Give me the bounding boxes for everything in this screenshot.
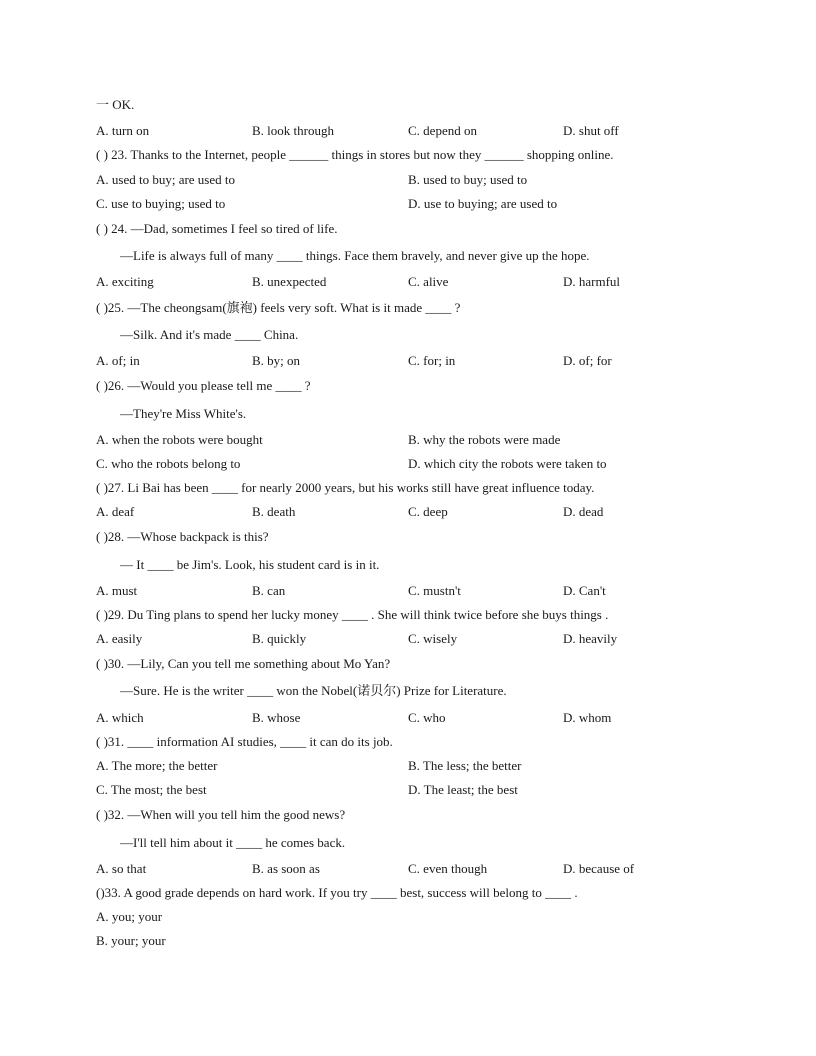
q33-option-a: A. you; your (96, 909, 163, 924)
q25-stem: ( )25. —The cheongsam(旗袍) feels very soft. What is it made ____ ? (96, 300, 461, 315)
q31-stem: ( )31. ____ information AI studies, ____ it can do its job. (96, 734, 393, 749)
q22-option-b: B. look through (252, 123, 334, 138)
q23-option-c: C. use to buying; used to (96, 196, 226, 211)
q23-option-d: D. use to buying; are used to (408, 196, 558, 211)
q30-option-c: C. who (408, 710, 446, 725)
q22-option-c: C. depend on (408, 123, 477, 138)
q22-option-d: D. shut off (563, 123, 619, 138)
q33-stem: ()33. A good grade depends on hard work. If you try ____ best, success will belong to ____ . (96, 885, 578, 900)
q26-option-c: C. who the robots belong to (96, 456, 241, 471)
q25-option-a: A. of; in (96, 353, 140, 368)
q30-option-d: D. whom (563, 710, 612, 725)
q25-reply: —Silk. And it's made ____ China. (120, 327, 299, 342)
q32-option-b: B. as soon as (252, 861, 320, 876)
q25-option-c: C. for; in (408, 353, 456, 368)
q32-option-a: A. so that (96, 861, 147, 876)
q30-option-a: A. which (96, 710, 144, 725)
q33-option-b: B. your; your (96, 933, 166, 948)
q32-stem: ( )32. —When will you tell him the good news? (96, 807, 346, 822)
q27-option-a: A. deaf (96, 504, 135, 519)
q28-option-d: D. Can't (563, 583, 606, 598)
q27-option-d: D. dead (563, 504, 604, 519)
q31-option-c: C. The most; the best (96, 782, 207, 797)
q29-stem: ( )29. Du Ting plans to spend her lucky money ____ . She will think twice before she buys things . (96, 607, 609, 622)
q27-stem: ( )27. Li Bai has been ____ for nearly 2000 years, but his works still have great influence today. (96, 480, 595, 495)
q23-option-a: A. used to buy; are used to (96, 172, 236, 187)
q29-option-a: A. easily (96, 631, 143, 646)
q26-option-b: B. why the robots were made (408, 432, 561, 447)
q32-reply: —I'll tell him about it ____ he comes back. (120, 835, 346, 850)
q24-option-d: D. harmful (563, 274, 621, 289)
q26-stem: ( )26. —Would you please tell me ____ ? (96, 378, 311, 393)
q27-option-c: C. deep (408, 504, 448, 519)
q31-option-d: D. The least; the best (408, 782, 518, 797)
q24-option-b: B. unexpected (252, 274, 327, 289)
q22-option-a: A. turn on (96, 123, 150, 138)
q30-option-b: B. whose (252, 710, 301, 725)
q30-reply: —Sure. He is the writer ____ won the Nobel(诺贝尔) Prize for Literature. (120, 683, 507, 698)
q25-option-d: D. of; for (563, 353, 612, 368)
q32-option-d: D. because of (563, 861, 635, 876)
q24-reply: —Life is always full of many ____ things. Face them bravely, and never give up the hope. (120, 248, 590, 263)
q23-option-b: B. used to buy; used to (408, 172, 528, 187)
q25-option-b: B. by; on (252, 353, 301, 368)
q29-option-d: D. heavily (563, 631, 618, 646)
dialogue-line: 一 OK. (96, 97, 135, 112)
q28-option-b: B. can (252, 583, 286, 598)
q31-option-b: B. The less; the better (408, 758, 522, 773)
q29-option-b: B. quickly (252, 631, 307, 646)
q26-option-d: D. which city the robots were taken to (408, 456, 607, 471)
q28-reply: — It ____ be Jim's. Look, his student card is in it. (120, 557, 380, 572)
q28-option-c: C. mustn't (408, 583, 461, 598)
q24-option-c: C. alive (408, 274, 449, 289)
q26-reply: —They're Miss White's. (120, 406, 247, 421)
q28-option-a: A. must (96, 583, 138, 598)
q30-stem: ( )30. —Lily, Can you tell me something about Mo Yan? (96, 656, 391, 671)
q31-option-a: A. The more; the better (96, 758, 218, 773)
q23-stem: ( ) 23. Thanks to the Internet, people ______ things in stores but now they ______ shopping online. (96, 147, 614, 162)
q27-option-b: B. death (252, 504, 296, 519)
q29-option-c: C. wisely (408, 631, 458, 646)
q28-stem: ( )28. —Whose backpack is this? (96, 529, 269, 544)
q32-option-c: C. even though (408, 861, 488, 876)
q24-option-a: A. exciting (96, 274, 154, 289)
q24-stem: ( ) 24. —Dad, sometimes I feel so tired of life. (96, 221, 338, 236)
q26-option-a: A. when the robots were bought (96, 432, 263, 447)
